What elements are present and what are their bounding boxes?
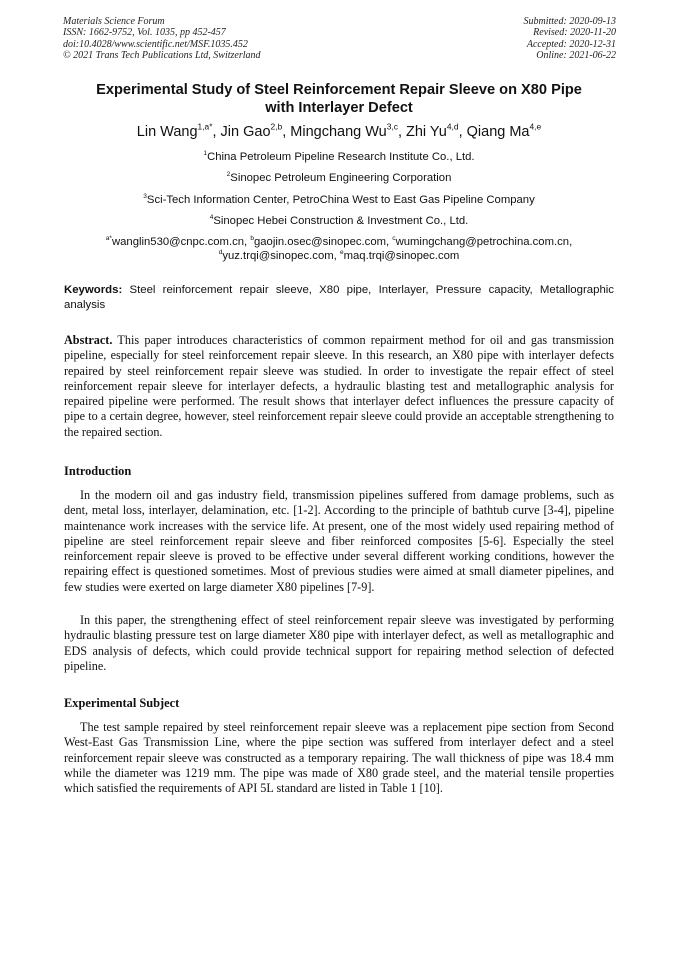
affiliation [20,150,658,164]
paper-title [40,81,638,117]
email-link[interactable]: wumingchang@petrochina.com.cn [395,236,570,248]
title-line: Experimental Study of Steel Reinforcement Repair Sleeve on X80 Pipe [96,82,582,98]
section-heading: Introduction [64,464,132,478]
keywords-text: Steel reinforcement repair sleeve, X80 pipe, Interlayer, Pressure capacity, Metallographic analysis [64,284,615,311]
affiliation [20,214,658,228]
author-sup: 3,c [386,121,398,132]
email-link[interactable]: maq.trqi@sinopec.com [343,250,460,262]
author-sup: 4,d [446,121,459,132]
paragraph: In the modern oil and gas industry field, transmission pipelines suffered from damage problems, such as dent, metal loss, interlayer, delamination, etc. [1-2]. According to the principle of bathtub curve [3-4], pipeline maintenance work increases with the service life. At present, one of the most widely used repairing method of pipeline are steel reinforcement repair sleeve and fiber reinforced composites [5-6]. Especially the steel reinforcement repair sleeve is proved to be effective under several different working conditions, however the repairing effect is questioned sometimes. Most of previous studies were aimed at small diameter pipelines, and few studies were exerted on large diameter X80 pipelines [7-9]. [64,488,614,594]
affiliation-text: Sci-Tech Information Center, PetroChina West to East Gas Pipeline Company [146,194,535,206]
affiliation-sup: 1 [203,150,208,158]
email-sup: e [339,249,344,257]
author-name: Qiang Ma [466,124,530,140]
journal-doi: doi:10.4028/www.scientific.net/MSF.1035.452 [63,38,248,50]
revised-date: Revised: 2020-11-20 [533,27,616,39]
section-heading: Experimental Subject [64,696,180,710]
email-link[interactable]: yuz.trqi@sinopec.com [222,250,334,262]
journal-name: Materials Science Forum [63,16,165,27]
title-line: with Interlayer Defect [265,100,413,116]
email-sup: c [392,235,396,243]
affiliation-text: China Petroleum Pipeline Research Institute Co., Ltd. [207,151,475,163]
paragraph: The test sample repaired by steel reinforcement repair sleeve was a replacement pipe section from Second West-East Gas Transmission Line, where the pipe section was suffered from interlayer defect and a steel reinforcement repair sleeve was constructed as a temporary repairing. The wall thickness of pipe was 18.4 mm while the diameter was 1219 mm. The pipe was made of X80 grade steel, and the material tensile properties which satisfied the requirements of API 5L standard are listed in Table 1 [10]. [64,720,614,796]
affiliation-sup: 3 [143,193,147,201]
journal-header [63,16,261,61]
paragraph: In this paper, the strengthening effect of steel reinforcement repair sleeve was investigated by performing hydraulic blasting pressure test on large diameter X80 pipe with interlayer defect, as well as metallographic and EDS analysis of defects, which could provide technical support for repairing method selection of defected pipeline. [64,613,614,673]
abstract [64,333,614,440]
email-sup: b [250,235,254,243]
affiliation-sup: 4 [209,214,214,222]
author-name: Lin Wang [136,124,198,140]
author-sup: 1,a* [197,121,213,132]
journal-issn: ISSN: 1662-9752, Vol. 1035, pp 452-457 [63,27,226,39]
affiliation [20,171,658,185]
journal-copyright: © 2021 Trans Tech Publications Ltd, Switzerland [63,49,261,61]
keywords-label: Keywords: [64,284,123,296]
affiliation-text: Sinopec Hebei Construction & Investment Co., Ltd. [213,215,469,227]
abstract-text: This paper introduces characteristics of common repairment method for oil and gas transmission pipeline, especially for steel reinforcement repair sleeve. In this research, an X80 pipe with interlayer defects repaired by steel reinforcement repair sleeve was studied. In order to investigate the repair effect of steel reinforcement repair sleeve for interlayer defects, a hydraulic blasting test and metallographic analysis for repaired pipeline were performed. The result shows that interlayer defect influences the pressure capacity of pipe to a certain degree, however, steel reinforcement repair sleeve could provide an acceptable strengthening to the repaired section. [64,333,614,439]
affiliation-text: Sinopec Petroleum Engineering Corporation [230,172,452,184]
email-link[interactable]: gaojin.osec@sinopec.com [253,236,387,248]
abstract-label: Abstract. [64,333,113,347]
affiliation-sup: 2 [226,171,231,179]
author-sup: 4,e [529,121,542,132]
email-link[interactable]: wanglin530@cnpc.com.cn [111,236,245,248]
author-list: Lin Wang$^{1,a*}$, Jin Gao$^{2,b}$, Mingchang Wu$^{3,c}$, Zhi Yu$^{4,d}$, Qiang Ma$^{4,e}$ [136,121,542,140]
keywords [64,283,614,312]
dates-header [524,16,617,61]
author-name: Mingchang Wu [290,124,387,140]
submitted-date: Submitted: 2020-09-13 [523,16,616,27]
author-name: Zhi Yu [406,124,447,140]
email-line: $^{a*}$wanglin530@cnpc.com.cn, $^b$gaojin.osec@sinopec.com, $^c$wumingchang@petrochina.com.cn, [105,235,573,248]
author-name: Jin Gao [220,124,271,140]
online-date: Online: 2021-06-22 [536,49,616,61]
affiliation [20,193,658,207]
email-list [20,235,658,263]
email-line: $^d$yuz.trqi@sinopec.com, $^e$maq.trqi@sinopec.com [218,249,460,262]
email-sup: a* [105,235,112,243]
email-sup: d [218,249,223,257]
accepted-date: Accepted: 2020-12-31 [526,38,616,50]
author-sup: 2,b [270,121,283,132]
